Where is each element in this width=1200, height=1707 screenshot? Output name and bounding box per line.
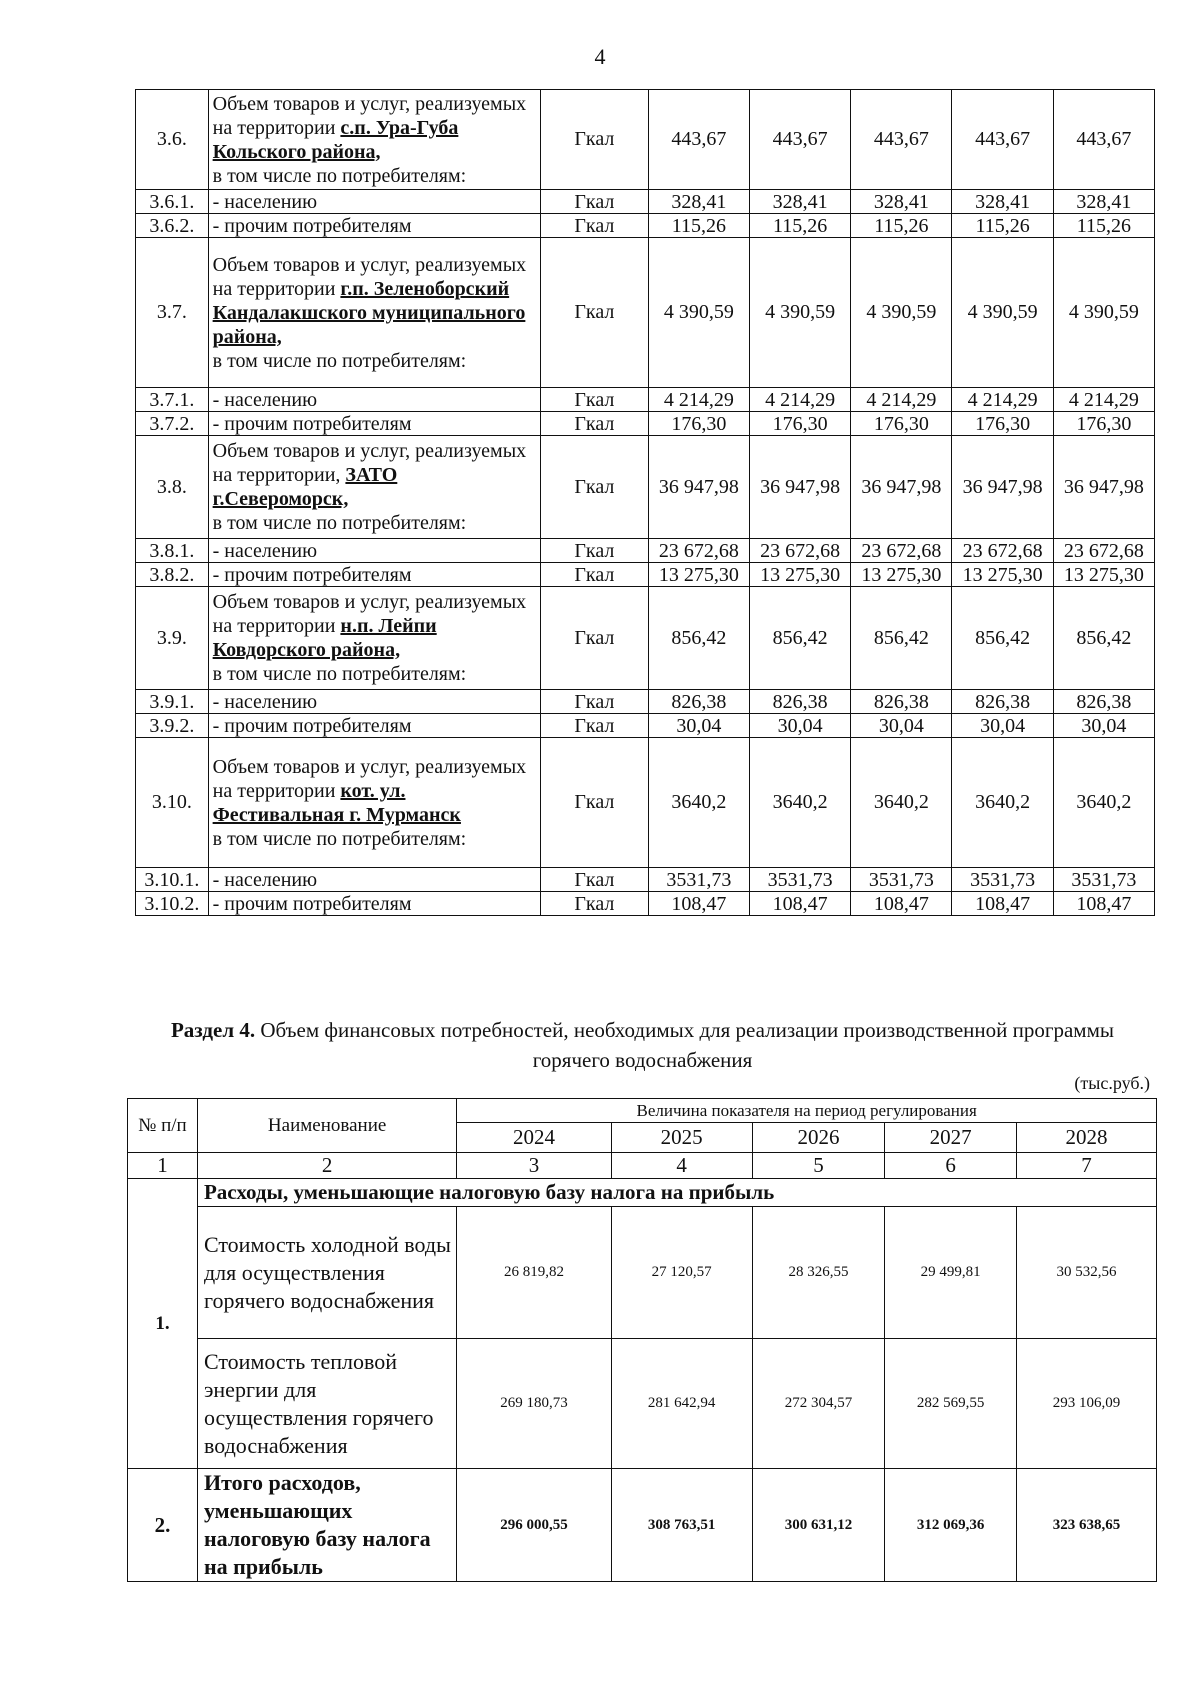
value-cell: 30,04: [648, 714, 749, 738]
row-number: 3.6.2.: [136, 214, 209, 238]
row-name: - населению: [208, 539, 540, 563]
row-number: 3.10.1.: [136, 868, 209, 892]
value-cell: 328,41: [750, 190, 851, 214]
unit-cell: Гкал: [540, 587, 648, 690]
value-cell: 30,04: [1053, 714, 1154, 738]
value-cell: 176,30: [750, 412, 851, 436]
value-cell: 3640,2: [750, 738, 851, 868]
value-cell: 115,26: [648, 214, 749, 238]
row-name: - прочим потребителям: [208, 563, 540, 587]
unit-cell: Гкал: [540, 388, 648, 412]
column-number: 4: [611, 1153, 752, 1179]
row-number: 3.8.2.: [136, 563, 209, 587]
value-cell: 4 214,29: [1053, 388, 1154, 412]
row-name: [208, 90, 540, 190]
total-name: Итого расходов, уменьшающих налоговую базу налога на прибыль: [197, 1469, 456, 1582]
value-cell: 176,30: [648, 412, 749, 436]
value-cell: 108,47: [750, 892, 851, 916]
row-number: 3.6.1.: [136, 190, 209, 214]
value-cell: 36 947,98: [750, 436, 851, 539]
value-cell: 3531,73: [952, 868, 1053, 892]
row-name: [208, 587, 540, 690]
table-row: [136, 436, 1155, 539]
value-cell: 443,67: [952, 90, 1053, 190]
column-number: 7: [1017, 1153, 1157, 1179]
value-cell: 3640,2: [851, 738, 952, 868]
section-title-text: Объем финансовых потребностей, необходимых для реализации производственной программы горячего водоснабжения: [255, 1018, 1114, 1072]
header-year: 2028: [1017, 1123, 1157, 1153]
row-number: 3.7.: [136, 238, 209, 388]
total-value: 308 763,51: [611, 1469, 752, 1582]
value-cell: 856,42: [1053, 587, 1154, 690]
territory-name: г.п. Зеленоборский Кандалакшского муниципального района,: [212, 277, 526, 348]
unit-cell: Гкал: [540, 90, 648, 190]
value-cell: 36 947,98: [952, 436, 1053, 539]
row-number: 3.10.2.: [136, 892, 209, 916]
row1-num: 1.: [128, 1179, 198, 1469]
row-number: 3.7.1.: [136, 388, 209, 412]
table-row: [136, 412, 1155, 436]
total-value: 300 631,12: [752, 1469, 885, 1582]
table-row: [136, 190, 1155, 214]
value-cell: 30,04: [851, 714, 952, 738]
value-cell: 176,30: [952, 412, 1053, 436]
value-cell: 3531,73: [750, 868, 851, 892]
value-cell: 30,04: [750, 714, 851, 738]
value-cell: 13 275,30: [1053, 563, 1154, 587]
value-cell: 108,47: [1053, 892, 1154, 916]
section-title-bold: Раздел 4.: [170, 1018, 256, 1042]
value-cell: 826,38: [648, 690, 749, 714]
row-name: - населению: [208, 868, 540, 892]
value-cell: 856,42: [750, 587, 851, 690]
unit-cell: Гкал: [540, 892, 648, 916]
value-cell: 115,26: [1053, 214, 1154, 238]
header-year: 2026: [752, 1123, 885, 1153]
row-name: - населению: [208, 690, 540, 714]
value-cell: 13 275,30: [648, 563, 749, 587]
row-name-suffix: в том числе по потребителям:: [212, 827, 467, 850]
expense-value: 26 819,82: [457, 1207, 611, 1339]
value-cell: 176,30: [1053, 412, 1154, 436]
value-cell: 4 390,59: [750, 238, 851, 388]
row-name: [208, 436, 540, 539]
value-cell: 3531,73: [851, 868, 952, 892]
expense-item-name: Стоимость холодной воды для осуществления горячего водоснабжения: [197, 1207, 456, 1339]
table-row: [136, 539, 1155, 563]
column-number: 6: [885, 1153, 1017, 1179]
row-number: 3.9.: [136, 587, 209, 690]
table-row: [136, 868, 1155, 892]
table-row: [136, 714, 1155, 738]
value-cell: 328,41: [851, 190, 952, 214]
row-name: - населению: [208, 190, 540, 214]
value-cell: 443,67: [851, 90, 952, 190]
row-name-suffix: в том числе по потребителям:: [212, 663, 467, 685]
value-cell: 826,38: [952, 690, 1053, 714]
territory-name: кот. ул. Фестивальная г. Мурманск: [212, 779, 461, 826]
unit-cell: Гкал: [540, 238, 648, 388]
value-cell: 3640,2: [648, 738, 749, 868]
row-name-prefix: Объем товаров и услуг, реализуемых на территории: [212, 755, 527, 802]
expense-value: 29 499,81: [885, 1207, 1017, 1339]
expense-value: 27 120,57: [611, 1207, 752, 1339]
total-value: 296 000,55: [457, 1469, 611, 1582]
row-number: 3.8.: [136, 436, 209, 539]
financial-needs-table: [127, 1098, 1157, 1582]
header-name: Наименование: [197, 1099, 456, 1153]
expense-value: 269 180,73: [457, 1339, 611, 1469]
value-cell: 328,41: [1053, 190, 1154, 214]
row-number: 3.8.1.: [136, 539, 209, 563]
production-volume-table: [135, 89, 1155, 916]
column-number: 1: [128, 1153, 198, 1179]
row-name-prefix: Объем товаров и услуг, реализуемых на территории: [212, 92, 527, 139]
value-cell: 4 214,29: [851, 388, 952, 412]
row-name: [208, 238, 540, 388]
value-cell: 3531,73: [648, 868, 749, 892]
value-cell: 23 672,68: [750, 539, 851, 563]
unit-cell: Гкал: [540, 436, 648, 539]
expense-value: 30 532,56: [1017, 1207, 1157, 1339]
value-cell: 3531,73: [1053, 868, 1154, 892]
value-cell: 443,67: [1053, 90, 1154, 190]
value-cell: 108,47: [952, 892, 1053, 916]
value-cell: 4 214,29: [648, 388, 749, 412]
section-title: [130, 1015, 1155, 1075]
column-number: 5: [752, 1153, 885, 1179]
value-cell: 4 390,59: [851, 238, 952, 388]
row-number: 3.7.2.: [136, 412, 209, 436]
value-cell: 3640,2: [952, 738, 1053, 868]
value-cell: 23 672,68: [1053, 539, 1154, 563]
header-period: Величина показателя на период регулирования: [457, 1099, 1157, 1123]
expense-value: 28 326,55: [752, 1207, 885, 1339]
value-cell: 36 947,98: [851, 436, 952, 539]
value-cell: 108,47: [648, 892, 749, 916]
expense-value: 272 304,57: [752, 1339, 885, 1469]
value-cell: 108,47: [851, 892, 952, 916]
value-cell: 4 214,29: [952, 388, 1053, 412]
unit-cell: Гкал: [540, 539, 648, 563]
row-name: - населению: [208, 388, 540, 412]
value-cell: 856,42: [851, 587, 952, 690]
value-cell: 176,30: [851, 412, 952, 436]
value-cell: 4 390,59: [952, 238, 1053, 388]
row1-heading: Расходы, уменьшающие налоговую базу налога на прибыль: [197, 1179, 1156, 1207]
row-name-suffix: в том числе по потребителям:: [212, 349, 467, 372]
row-name: - прочим потребителям: [208, 892, 540, 916]
value-cell: 23 672,68: [648, 539, 749, 563]
row-number: 3.6.: [136, 90, 209, 190]
header-year: 2024: [457, 1123, 611, 1153]
value-cell: 443,67: [750, 90, 851, 190]
expense-value: 293 106,09: [1017, 1339, 1157, 1469]
unit-cell: Гкал: [540, 738, 648, 868]
row-name: - прочим потребителям: [208, 412, 540, 436]
unit-cell: Гкал: [540, 214, 648, 238]
row2-num: 2.: [128, 1469, 198, 1582]
row-number: 3.9.1.: [136, 690, 209, 714]
value-cell: 13 275,30: [851, 563, 952, 587]
value-cell: 13 275,30: [952, 563, 1053, 587]
unit-cell: Гкал: [540, 714, 648, 738]
header-year: 2025: [611, 1123, 752, 1153]
value-cell: 4 390,59: [1053, 238, 1154, 388]
row-name: - прочим потребителям: [208, 714, 540, 738]
row-name-prefix: Объем товаров и услуг, реализуемых на территории: [212, 253, 527, 300]
row-name-prefix: Объем товаров и услуг, реализуемых на территории: [212, 591, 527, 637]
value-cell: 30,04: [952, 714, 1053, 738]
row-number: 3.9.2.: [136, 714, 209, 738]
header-num: № п/п: [128, 1099, 198, 1153]
value-cell: 328,41: [648, 190, 749, 214]
column-number: 2: [197, 1153, 456, 1179]
table-row: [136, 892, 1155, 916]
value-cell: 13 275,30: [750, 563, 851, 587]
value-cell: 826,38: [1053, 690, 1154, 714]
unit-cell: Гкал: [540, 690, 648, 714]
expense-item-name: Стоимость тепловой энергии для осуществления горячего водоснабжения: [197, 1339, 456, 1469]
table-row: [136, 563, 1155, 587]
row-name-suffix: в том числе по потребителям:: [212, 512, 467, 534]
unit-cell: Гкал: [540, 190, 648, 214]
value-cell: 4 390,59: [648, 238, 749, 388]
territory-name: ЗАТО г.Североморск,: [212, 464, 398, 510]
value-cell: 856,42: [648, 587, 749, 690]
value-cell: 36 947,98: [1053, 436, 1154, 539]
table-row: [136, 214, 1155, 238]
table-row: [136, 238, 1155, 388]
value-cell: 23 672,68: [952, 539, 1053, 563]
table-row: [136, 690, 1155, 714]
row-name: - прочим потребителям: [208, 214, 540, 238]
total-value: 323 638,65: [1017, 1469, 1157, 1582]
value-cell: 826,38: [851, 690, 952, 714]
unit-cell: Гкал: [540, 563, 648, 587]
territory-name: с.п. Ура-Губа Кольского района,: [212, 116, 459, 163]
value-cell: 115,26: [851, 214, 952, 238]
value-cell: 23 672,68: [851, 539, 952, 563]
value-cell: 3640,2: [1053, 738, 1154, 868]
table-row: [136, 90, 1155, 190]
value-cell: 443,67: [648, 90, 749, 190]
territory-name: н.п. Лейпи Ковдорского района,: [212, 615, 437, 661]
total-value: 312 069,36: [885, 1469, 1017, 1582]
unit-cell: Гкал: [540, 412, 648, 436]
units-note: (тыс.руб.): [1074, 1073, 1150, 1093]
row-name: [208, 738, 540, 868]
unit-cell: Гкал: [540, 868, 648, 892]
expense-value: 282 569,55: [885, 1339, 1017, 1469]
expense-value: 281 642,94: [611, 1339, 752, 1469]
value-cell: 36 947,98: [648, 436, 749, 539]
value-cell: 328,41: [952, 190, 1053, 214]
page-number: 4: [594, 44, 606, 69]
row-number: 3.10.: [136, 738, 209, 868]
row-name-suffix: в том числе по потребителям:: [212, 164, 467, 187]
column-number: 3: [457, 1153, 611, 1179]
table-row: [136, 587, 1155, 690]
table-row: [136, 738, 1155, 868]
table-row: [136, 388, 1155, 412]
row-name-prefix: Объем товаров и услуг, реализуемых на территории,: [212, 440, 527, 486]
value-cell: 856,42: [952, 587, 1053, 690]
value-cell: 115,26: [750, 214, 851, 238]
value-cell: 115,26: [952, 214, 1053, 238]
header-year: 2027: [885, 1123, 1017, 1153]
value-cell: 4 214,29: [750, 388, 851, 412]
value-cell: 826,38: [750, 690, 851, 714]
